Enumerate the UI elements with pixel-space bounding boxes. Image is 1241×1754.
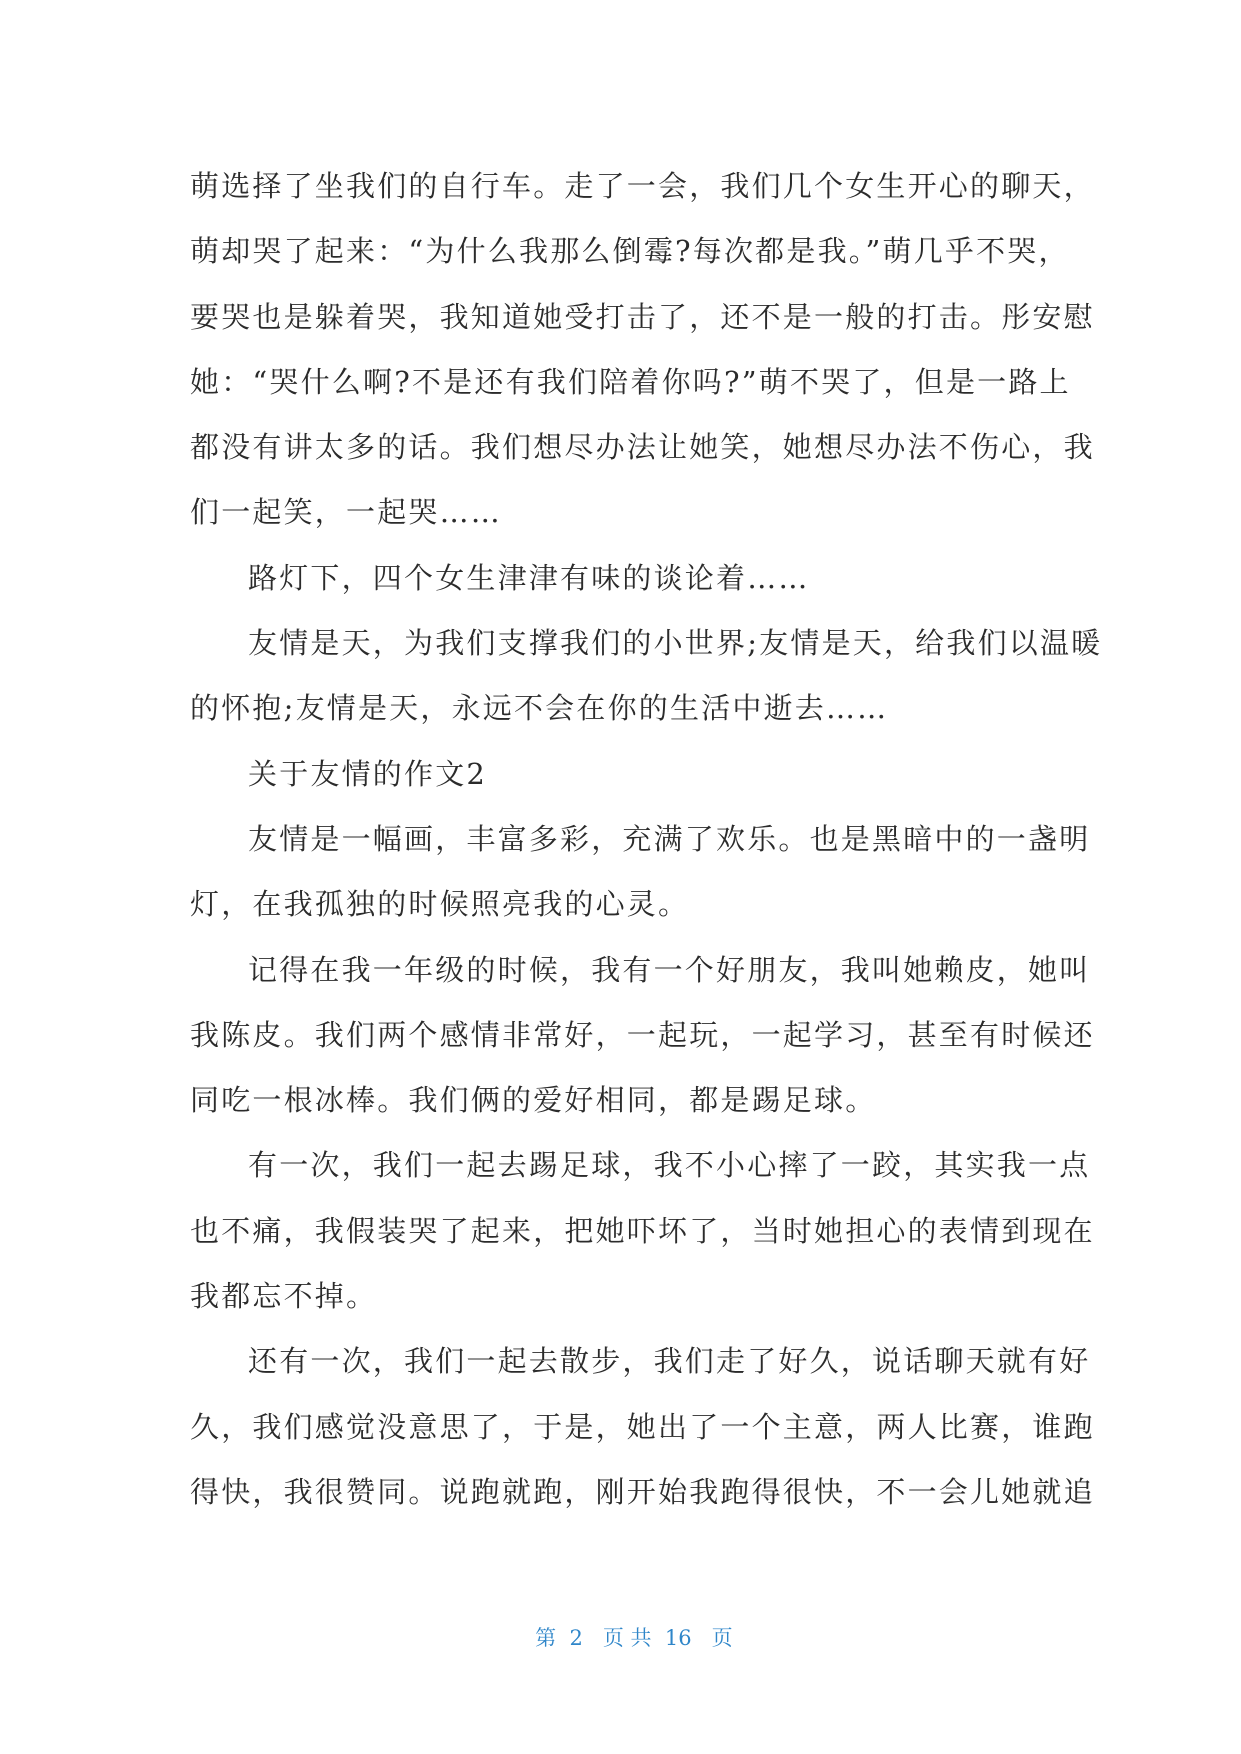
body-text (190, 154, 1103, 1525)
paragraph-line: 还有一次，我们一起去散步，我们走了好久，说话聊天就有好 (248, 1344, 1091, 1379)
text-line: 得快，我很赞同。说跑就跑，刚开始我跑得很快，不一会儿她就追 (190, 1474, 1095, 1509)
text-line: 的怀抱;友情是天，永远不会在你的生活中逝去…… (190, 691, 889, 726)
text-line: 我都忘不掉。 (190, 1279, 378, 1314)
text-line: 萌选择了坐我们的自行车。走了一会，我们几个女生开心的聊天， (190, 169, 1095, 203)
paragraph-line: 记得在我一年级的时候，我有一个好朋友，我叫她赖皮，她叫 (248, 952, 1091, 987)
text-line: 萌却哭了起来：“为什么我那么倒霉?每次都是我。”萌几乎不哭， (190, 234, 1070, 269)
text-line: 灯，在我孤独的时候照亮我的心灵。 (190, 887, 690, 922)
page-footer (0, 1598, 1241, 1676)
text-line: 要哭也是躲着哭，我知道她受打击了，还不是一般的打击。彤安慰 (190, 299, 1095, 334)
paragraph-line: 友情是天，为我们支撑我们的小世界;友情是天，给我们以温暖 (248, 626, 1103, 661)
text-line: 也不痛，我假装哭了起来，把她吓坏了，当时她担心的表情到现在 (190, 1213, 1095, 1248)
essay-heading: 关于友情的作文2 (248, 756, 488, 791)
paragraph-line: 有一次，我们一起去踢足球，我不小心摔了一跤，其实我一点 (248, 1148, 1091, 1183)
text-line: 都没有讲太多的话。我们想尽办法让她笑，她想尽办法不伤心，我 (190, 430, 1095, 465)
page-number: 第 2 页 共 16 页 (535, 1626, 733, 1650)
paragraph-line: 友情是一幅画，丰富多彩，充满了欢乐。也是黑暗中的一盏明 (248, 821, 1091, 856)
text-line: 同吃一根冰棒。我们俩的爱好相同，都是踢足球。 (190, 1083, 877, 1118)
text-line: 她：“哭什么啊?不是还有我们陪着你吗?”萌不哭了，但是一路上 (190, 364, 1071, 399)
text-line: 久，我们感觉没意思了，于是，她出了一个主意，两人比赛，谁跑 (190, 1409, 1095, 1444)
paragraph-line: 路灯下，四个女生津津有味的谈论着…… (248, 560, 810, 595)
text-line: 我陈皮。我们两个感情非常好，一起玩，一起学习，甚至有时候还 (190, 1017, 1095, 1052)
text-line: 们一起笑，一起哭…… (190, 495, 503, 530)
